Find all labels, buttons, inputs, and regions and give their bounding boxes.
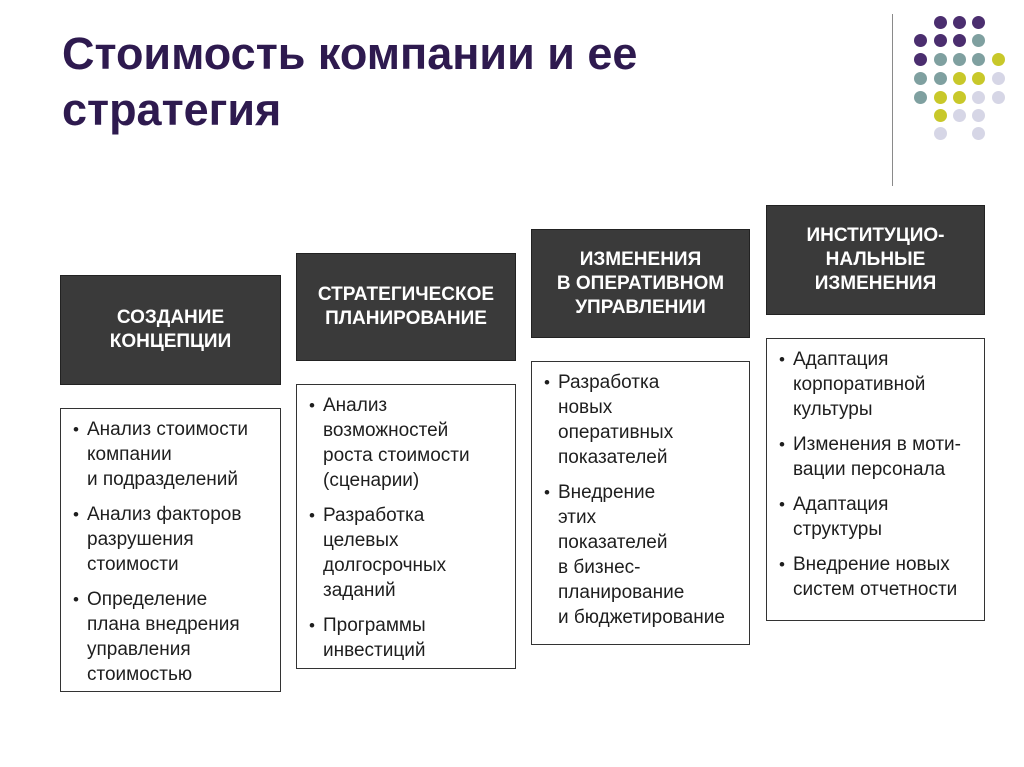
stage-box-operations: [531, 361, 750, 645]
list-item: • Внедрение этих показателей в бизнес- планирование и бюджетирование: [542, 480, 743, 630]
decorative-dot: [992, 72, 1005, 85]
stage-box-planning: [296, 384, 516, 669]
decorative-dot: [934, 127, 947, 140]
list-item: • Разработка целевых долгосрочных заданий: [307, 503, 509, 603]
stage-box-institutional: [766, 338, 985, 621]
decorative-dot: [934, 34, 947, 47]
decorative-dot: [972, 72, 985, 85]
list-item: • Изменения в моти- вации персонала: [777, 432, 978, 482]
decorative-dot: [953, 91, 966, 104]
decorative-dot: [934, 72, 947, 85]
list-item: • Внедрение новых систем отчетности: [777, 552, 978, 602]
decorative-dot: [972, 91, 985, 104]
decorative-dot: [992, 91, 1005, 104]
decorative-dot: [953, 72, 966, 85]
decorative-dot: [972, 127, 985, 140]
list-item: • Программы инвестиций: [307, 613, 509, 663]
list-item: • Анализ факторов разрушения стоимости: [71, 502, 274, 577]
decorative-dot: [953, 53, 966, 66]
decorative-dot: [914, 91, 927, 104]
list-item: • Адаптация структуры: [777, 492, 978, 542]
decorative-dot: [934, 16, 947, 29]
decorative-dot: [914, 34, 927, 47]
stage-box-concept: [60, 408, 281, 692]
decorative-dot: [972, 34, 985, 47]
list-item: • Адаптация корпоративной культуры: [777, 347, 978, 422]
list-item: • Разработка новых оперативных показателей: [542, 370, 743, 470]
page-title: Стоимость компании и ее стратегия: [62, 28, 638, 135]
decorative-dot: [934, 109, 947, 122]
list-item: • Анализ стоимости компании и подразделений: [71, 417, 274, 492]
decorative-dot: [972, 16, 985, 29]
stage-header-planning: СТРАТЕГИЧЕСКОЕ ПЛАНИРОВАНИЕ: [296, 253, 516, 361]
decorative-divider: [892, 14, 893, 186]
decorative-dot: [953, 109, 966, 122]
stage-header-concept: СОЗДАНИЕ КОНЦЕПЦИИ: [60, 275, 281, 385]
decorative-dot: [972, 109, 985, 122]
decorative-dot: [992, 53, 1005, 66]
decorative-dot: [914, 53, 927, 66]
stage-header-operations: ИЗМЕНЕНИЯ В ОПЕРАТИВНОМ УПРАВЛЕНИИ: [531, 229, 750, 338]
decorative-dot: [953, 16, 966, 29]
decorative-dot: [934, 53, 947, 66]
list-item: • Определение плана внедрения управления стоимостью: [71, 587, 274, 687]
decorative-dot: [914, 72, 927, 85]
decorative-dot: [934, 91, 947, 104]
decorative-dot: [953, 34, 966, 47]
decorative-dot: [972, 53, 985, 66]
list-item: • Анализ возможностей роста стоимости (сценарии): [307, 393, 509, 493]
stage-header-institutional: ИНСТИТУЦИО- НАЛЬНЫЕ ИЗМЕНЕНИЯ: [766, 205, 985, 315]
